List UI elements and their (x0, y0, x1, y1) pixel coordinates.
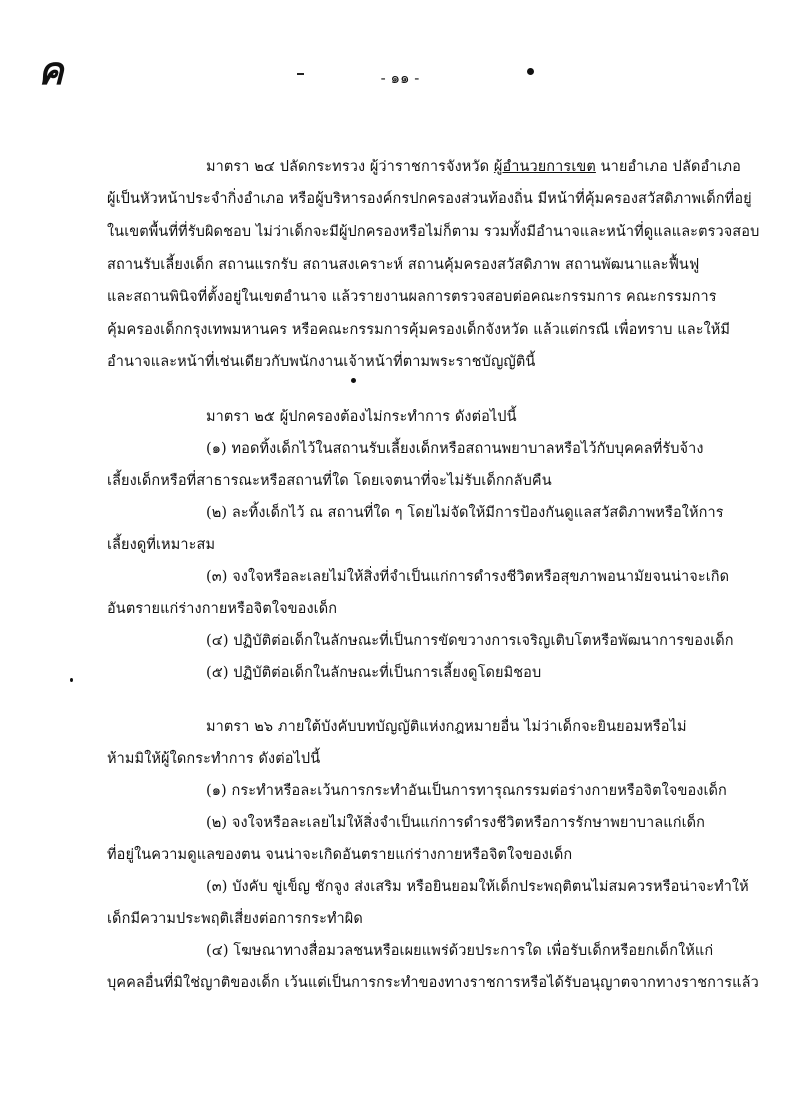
list-item-continuation: ที่อยู่ในความดูแลของตน จนน่าจะเกิดอันตรายแก่ร่างกายหรือจิตใจของเด็ก (107, 847, 573, 863)
handwritten-mark: ค (38, 49, 64, 93)
list-item: (๓) บังคับ ขู่เข็ญ ชักจูง ส่งเสริม หรือยินยอมให้เด็กประพฤติตนไม่สมควรหรือน่าจะทำให้ (206, 879, 749, 895)
list-item: (๑) กระทำหรือละเว้นการกระทำอันเป็นการทารุณกรรมต่อร่างกายหรือจิตใจของเด็ก (206, 783, 727, 799)
scan-speck (527, 68, 534, 75)
section-26-heading: มาตรา ๒๖ ภายใต้บังคับบทบัญญัติแห่งกฎหมายอื่น ไม่ว่าเด็กจะยินยอมหรือไม่ (206, 719, 687, 735)
list-item-continuation: เลี้ยงดูที่เหมาะสม (107, 537, 216, 553)
paragraph-line: ในเขตพื้นที่ที่รับผิดชอบ ไม่ว่าเด็กจะมีผู้ปกครองหรือไม่ก็ตาม รวมทั้งมีอำนาจและหน้าที่ดูแลและตรวจสอบ (107, 224, 760, 240)
paragraph-line: คุ้มครองเด็กกรุงเทพมหานคร หรือคณะกรรมการคุ้มครองเด็กจังหวัด แล้วแต่กรณี เพื่อทราบ และให้มี (107, 322, 731, 338)
paragraph-line: ห้ามมิให้ผู้ใดกระทำการ ดังต่อไปนี้ (107, 751, 321, 767)
scan-speck (297, 73, 304, 75)
section-24-heading (206, 157, 741, 177)
scan-speck (351, 378, 356, 383)
list-item: (๔) ปฏิบัติต่อเด็กในลักษณะที่เป็นการขัดขวางการเจริญเติบโตหรือพัฒนาการของเด็ก (206, 633, 734, 649)
section-24-text: มาตรา ๒๔ ปลัดกระทรวง ผู้ว่าราชการจังหวัด (206, 159, 494, 175)
section-25-heading: มาตรา ๒๕ ผู้ปกครองต้องไม่กระทำการ ดังต่อไปนี้ (206, 409, 517, 425)
list-item: (๒) จงใจหรือละเลยไม่ให้สิ่งจำเป็นแก่การดำรงชีวิตหรือการรักษาพยาบาลแก่เด็ก (206, 815, 706, 831)
paragraph-line: ผู้เป็นหัวหน้าประจำกิ่งอำเภอ หรือผู้บริหารองค์กรปกครองส่วนท้องถิ่น มีหน้าที่คุ้มครองสวัสดิภาพเด็กที่อยู่ (107, 191, 752, 207)
list-item-continuation: อันตรายแก่ร่างกายหรือจิตใจของเด็ก (107, 601, 338, 617)
list-item: (๑) ทอดทิ้งเด็กไว้ในสถานรับเลี้ยงเด็กหรือสถานพยาบาลหรือไว้กับบุคคลที่รับจ้าง (206, 441, 704, 457)
list-item-continuation: เลี้ยงเด็กหรือที่สาธารณะหรือสถานที่ใด โดยเจตนาที่จะไม่รับเด็กกลับคืน (107, 473, 552, 489)
section-24-text: นายอำเภอ ปลัดอำเภอ (595, 159, 741, 175)
list-item-continuation: เด็กมีความประพฤติเสี่ยงต่อการกระทำผิด (107, 911, 363, 927)
paragraph-line: สถานรับเลี้ยงเด็ก สถานแรกรับ สถานสงเคราะห์ สถานคุ้มครองสวัสดิภาพ สถานพัฒนาและฟื้นฟู (107, 257, 700, 273)
scan-speck (70, 678, 73, 682)
paragraph-line: และสถานพินิจที่ตั้งอยู่ในเขตอำนาจ แล้วรายงานผลการตรวจสอบต่อคณะกรรมการ คณะกรรมการ (107, 289, 717, 305)
list-item: (๕) ปฏิบัติต่อเด็กในลักษณะที่เป็นการเลี้ยงดูโดยมิชอบ (206, 665, 542, 681)
underlined-term: ผู้อำนวยการเขต (493, 159, 596, 175)
list-item: (๒) ละทิ้งเด็กไว้ ณ สถานที่ใด ๆ โดยไม่จัดให้มีการป้องกันดูแลสวัสดิภาพหรือให้การ (206, 505, 724, 521)
list-item: (๓) จงใจหรือละเลยไม่ให้สิ่งที่จำเป็นแก่การดำรงชีวิตหรือสุขภาพอนามัยจนน่าจะเกิด (206, 569, 730, 585)
list-item: (๔) โฆษณาทางสื่อมวลชนหรือเผยแพร่ด้วยประการใด เพื่อรับเด็กหรือยกเด็กให้แก่ (206, 943, 714, 959)
paragraph-line: อำนาจและหน้าที่เช่นเดียวกับพนักงานเจ้าหน้าที่ตามพระราชบัญญัตินี้ (107, 354, 536, 370)
page-number: - ๑๑ - (380, 69, 420, 87)
list-item-continuation: บุคคลอื่นที่มิใช่ญาติของเด็ก เว้นแต่เป็นการกระทำของทางราชการหรือได้รับอนุญาตจากทางราชการแล้ว (107, 975, 759, 991)
